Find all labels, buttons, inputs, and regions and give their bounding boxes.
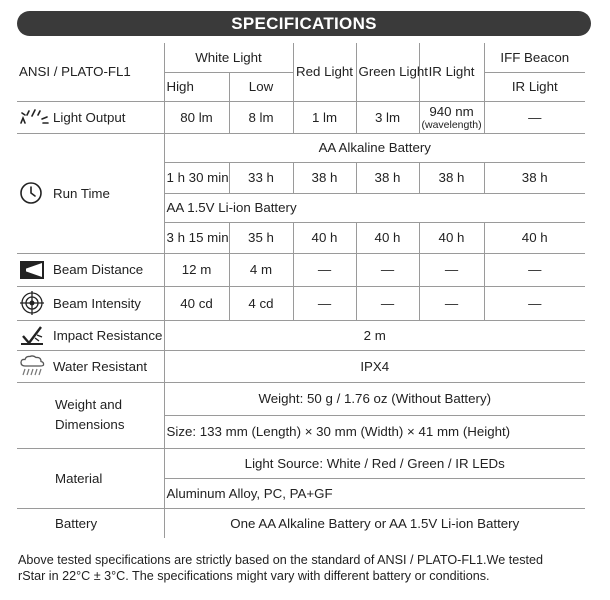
- material-label: Material: [17, 448, 164, 508]
- run-time-label: Run Time: [53, 185, 110, 201]
- alkaline-ir: 38 h: [419, 162, 484, 193]
- beam-intensity-red: —: [293, 286, 356, 320]
- beam-intensity-row: [17, 286, 585, 320]
- green-light-header: Green Light: [356, 43, 419, 101]
- beam-intensity-green: —: [356, 286, 419, 320]
- alkaline-high: 1 h 30 min: [164, 162, 229, 193]
- light-output-ir: 940 nm (wavelength): [419, 101, 484, 133]
- light-output-row: [17, 101, 585, 133]
- alkaline-low: 33 h: [229, 162, 293, 193]
- beam-distance-label: Beam Distance: [53, 262, 144, 277]
- light-output-green: 3 lm: [356, 101, 419, 133]
- low-header: Low: [229, 72, 293, 101]
- light-output-label: Light Output: [53, 109, 126, 125]
- liion-battery-title: AA 1.5V Li-ion Battery: [164, 193, 585, 222]
- battery-label: Battery: [17, 508, 164, 538]
- alkaline-green: 38 h: [356, 162, 419, 193]
- material-source-row: [17, 448, 585, 478]
- water-value: IPX4: [164, 350, 585, 382]
- iff-beacon-header: IFF Beacon: [484, 43, 585, 72]
- beam-intensity-iff: —: [484, 286, 585, 320]
- light-output-low: 8 lm: [229, 101, 293, 133]
- footnote: [18, 552, 598, 584]
- beam-intensity-low: 4 cd: [229, 286, 293, 320]
- water-row: [17, 350, 585, 382]
- beam-intensity-high: 40 cd: [164, 286, 229, 320]
- red-light-header: Red Light: [293, 43, 356, 101]
- beam-distance-ir: —: [419, 253, 484, 286]
- light-output-red: 1 lm: [293, 101, 356, 133]
- target-icon: [19, 291, 53, 315]
- specifications-banner: SPECIFICATIONS: [17, 11, 591, 36]
- liion-ir: 40 h: [419, 222, 484, 253]
- alkaline-red: 38 h: [293, 162, 356, 193]
- beam-intensity-ir: —: [419, 286, 484, 320]
- weight-row: [17, 382, 585, 415]
- clock-icon: [19, 181, 53, 205]
- beam-distance-red: —: [293, 253, 356, 286]
- footnote-line-1: Above tested specifications are strictly based on the standard of ANSI / PLATO-FL1.We tested: [18, 553, 544, 567]
- liion-green: 40 h: [356, 222, 419, 253]
- water-label: Water Resistant: [53, 358, 148, 374]
- rain-cloud-icon: [19, 354, 53, 378]
- beam-distance-low: 4 m: [229, 253, 293, 286]
- weight-dimensions-label: Weight and Dimensions: [17, 382, 164, 448]
- beam-distance-row: [17, 253, 585, 286]
- beam-distance-green: —: [356, 253, 419, 286]
- light-output-icon: [19, 105, 53, 129]
- impact-row: [17, 320, 585, 350]
- light-output-high: 80 lm: [164, 101, 229, 133]
- model-header: ANSI / PLATO-FL1: [17, 43, 164, 101]
- iff-ir-light-header: IR Light: [484, 72, 585, 101]
- white-light-header: White Light: [164, 43, 293, 72]
- impact-icon: [19, 323, 53, 347]
- impact-label: Impact Resistance: [53, 327, 163, 343]
- alkaline-battery-title: AA Alkaline Battery: [164, 133, 585, 162]
- alkaline-iff: 38 h: [484, 162, 585, 193]
- liion-iff: 40 h: [484, 222, 585, 253]
- ir-light-header: IR Light: [419, 43, 484, 101]
- beam-intensity-label: Beam Intensity: [53, 295, 141, 311]
- liion-low: 35 h: [229, 222, 293, 253]
- size-value: Size: 133 mm (Length) × 30 mm (Width) × 41 mm (Height): [164, 415, 585, 448]
- weight-value: Weight: 50 g / 1.76 oz (Without Battery): [164, 382, 585, 415]
- high-header: High: [164, 72, 229, 101]
- beam-distance-high: 12 m: [164, 253, 229, 286]
- beam-distance-icon: [19, 258, 53, 282]
- material-source-value: Light Source: White / Red / Green / IR LEDs: [164, 448, 585, 478]
- liion-high: 3 h 15 min: [164, 222, 229, 253]
- specifications-table: [17, 43, 585, 538]
- liion-red: 40 h: [293, 222, 356, 253]
- beam-distance-iff: —: [484, 253, 585, 286]
- impact-value: 2 m: [164, 320, 585, 350]
- footnote-line-2: rStar in 22°C ± 3°C. The specifications might vary with different battery or conditions.: [18, 569, 490, 583]
- light-output-iff: —: [484, 101, 585, 133]
- run-time-label-cell: [17, 133, 164, 253]
- battery-row: [17, 508, 585, 538]
- battery-value: One AA Alkaline Battery or AA 1.5V Li-ion Battery: [164, 508, 585, 538]
- material-body-value: Aluminum Alloy, PC, PA+GF: [164, 478, 585, 508]
